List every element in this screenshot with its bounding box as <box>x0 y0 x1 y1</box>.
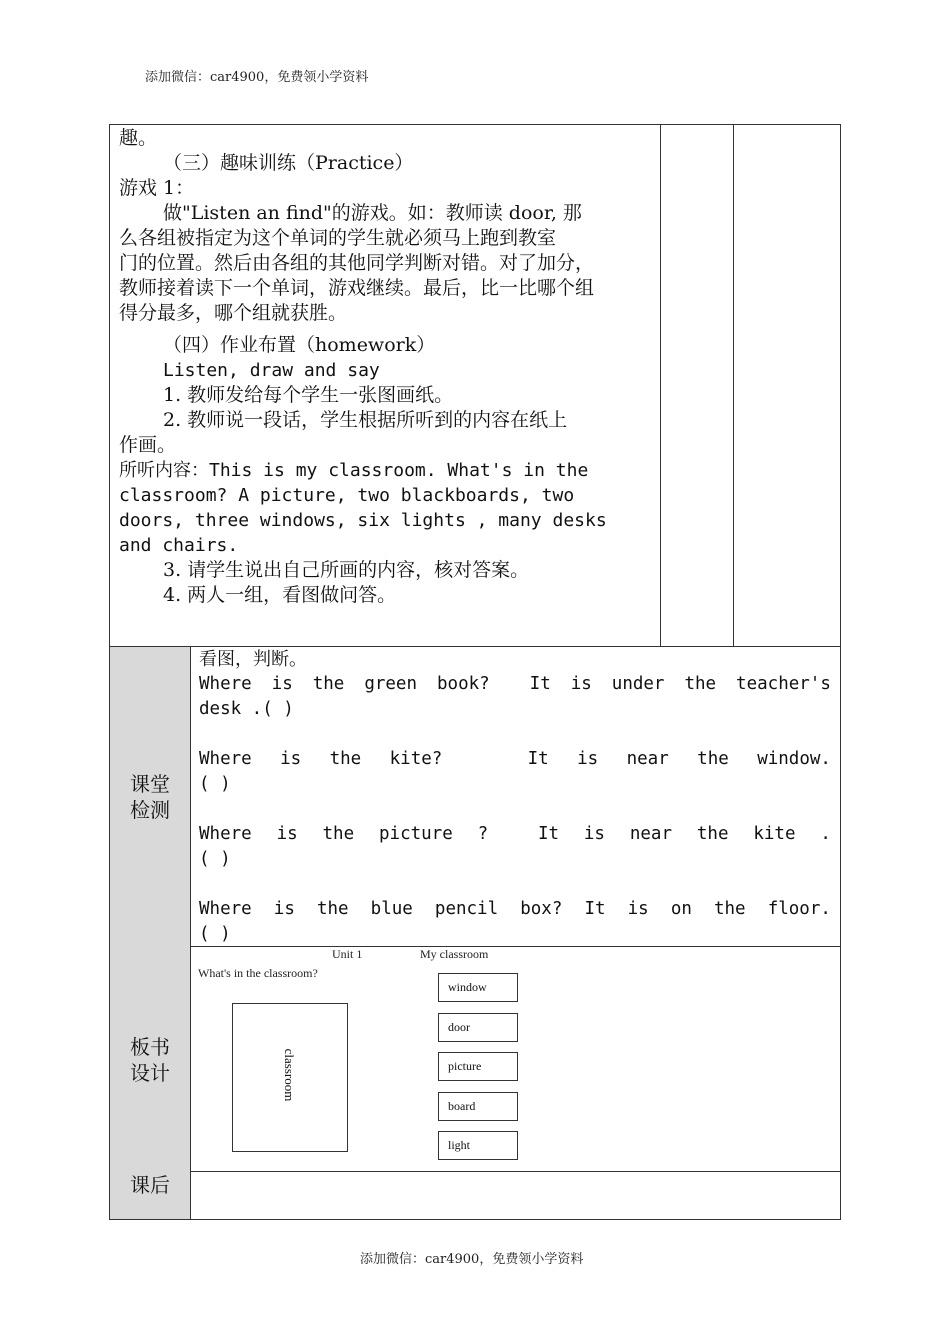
quiz-q2-cont: ( ) <box>199 774 231 794</box>
quiz-word: is <box>583 824 605 844</box>
quiz-q1-cont: desk .( ) <box>199 699 294 719</box>
quiz-word: It <box>537 824 560 844</box>
quiz-word: the <box>312 674 345 694</box>
quiz-q3-cont: ( ) <box>199 849 231 869</box>
game1-desc-2: 么各组被指定为这个单词的学生就必须马上跑到教室 <box>119 227 557 249</box>
header-note: 添加微信：car4900，免费领小学资料 <box>145 70 369 85</box>
quiz-word: is <box>271 674 293 694</box>
quiz-word: near <box>629 824 672 844</box>
practice-heading: （三）趣味训练（Practice） <box>163 152 414 174</box>
quiz-word: Where <box>199 824 252 844</box>
homework-heading: （四）作业布置（homework） <box>163 334 436 356</box>
vocab-light: light <box>438 1131 518 1160</box>
quiz-word: is <box>570 674 592 694</box>
footer-note: 添加微信：car4900，免费领小学资料 <box>360 1252 584 1267</box>
listen-content-2: classroom? A picture, two blackboards, two <box>119 485 575 506</box>
quiz-word: floor. <box>767 899 831 919</box>
listen-content-1: 所听内容：This is my classroom. What's in the <box>119 460 589 481</box>
quiz-word: the <box>684 674 717 694</box>
procedure-text <box>119 126 659 608</box>
board-question: What's in the classroom? <box>198 966 318 980</box>
quiz-word: is <box>280 749 302 769</box>
label-column <box>110 647 190 1219</box>
quiz-word: Where <box>199 749 252 769</box>
quiz-word: the <box>322 824 355 844</box>
board-unit-title: My classroom <box>420 947 489 961</box>
game1-desc-1: 做"Listen an find"的游戏。如：教师读 door, 那 <box>163 202 582 224</box>
vocab-window: window <box>438 973 518 1002</box>
quiz-word: Where <box>199 674 252 694</box>
quiz-word: teacher's <box>736 674 831 694</box>
quiz-word: is <box>577 749 599 769</box>
quiz-word: the <box>713 899 746 919</box>
quiz-q2 <box>199 747 831 772</box>
step2: 2. 教师说一段话，学生根据所听到的内容在纸上 <box>163 409 568 431</box>
quiz-q4-cont: ( ) <box>199 924 231 944</box>
quiz-word: ? <box>477 824 489 844</box>
quiz-word: It <box>529 674 551 694</box>
classroom-word: classroom <box>282 1048 297 1102</box>
quiz-word: the <box>316 899 349 919</box>
quiz-word: It <box>584 899 606 919</box>
step1: 1. 教师发给每个学生一张图画纸。 <box>163 384 454 406</box>
check-label: 课堂 检测 <box>130 772 170 822</box>
game1-desc-3: 门的位置。然后由各组的其他同学判断对错。对了加分， <box>119 252 595 274</box>
quiz-word: kite <box>753 824 796 844</box>
listen-content-4: and chairs. <box>119 535 239 556</box>
quiz-q1 <box>199 672 831 697</box>
board-unit: Unit 1 <box>332 947 363 961</box>
quiz-instruction: 看图，判断。 <box>199 649 307 670</box>
quiz-word: kite? <box>389 749 443 769</box>
quiz-word: under <box>611 674 665 694</box>
game1-desc-4: 教师接着读下一个单词，游戏继续。最后，比一比哪个组 <box>119 277 595 299</box>
vocab-picture: picture <box>438 1052 518 1081</box>
game1-desc-5: 得分最多，哪个组就获胜。 <box>119 302 348 324</box>
board-label: 板书 设计 <box>130 1035 170 1085</box>
quiz-word: box? <box>520 899 563 919</box>
quiz-word: picture <box>379 824 453 844</box>
step3: 3. 请学生说出自己所画的内容，核对答案。 <box>163 559 530 581</box>
vocab-door: door <box>438 1013 518 1042</box>
listen-content-3: doors, three windows, six lights , many desks <box>119 510 607 531</box>
quiz-q4 <box>199 897 831 922</box>
quiz-word: on <box>670 899 692 919</box>
after-label: 课后 <box>130 1173 170 1197</box>
quiz-word: book? <box>437 674 490 694</box>
quiz-word: It <box>527 749 549 769</box>
step4: 4. 两人一组，看图做问答。 <box>163 584 397 606</box>
quiz-word: Where <box>199 899 252 919</box>
quiz <box>199 647 831 947</box>
quiz-word: is <box>276 824 298 844</box>
game1-label: 游戏 1： <box>119 177 195 199</box>
quiz-word: the <box>697 749 729 769</box>
quiz-word: pencil <box>434 899 499 919</box>
quiz-word: the <box>329 749 362 769</box>
vocab-board: board <box>438 1092 518 1121</box>
quiz-word: is <box>627 899 649 919</box>
quiz-word: blue <box>370 899 413 919</box>
quiz-word: green <box>364 674 418 694</box>
quiz-word: near <box>626 749 669 769</box>
quiz-word: the <box>696 824 729 844</box>
quiz-word: is <box>273 899 295 919</box>
homework-title: Listen, draw and say <box>163 360 380 381</box>
quiz-word: . <box>820 824 831 844</box>
step2-cont: 作画。 <box>119 434 177 456</box>
line-quji: 趣。 <box>119 127 158 149</box>
quiz-word: window. <box>757 749 831 769</box>
quiz-q3 <box>199 822 831 847</box>
